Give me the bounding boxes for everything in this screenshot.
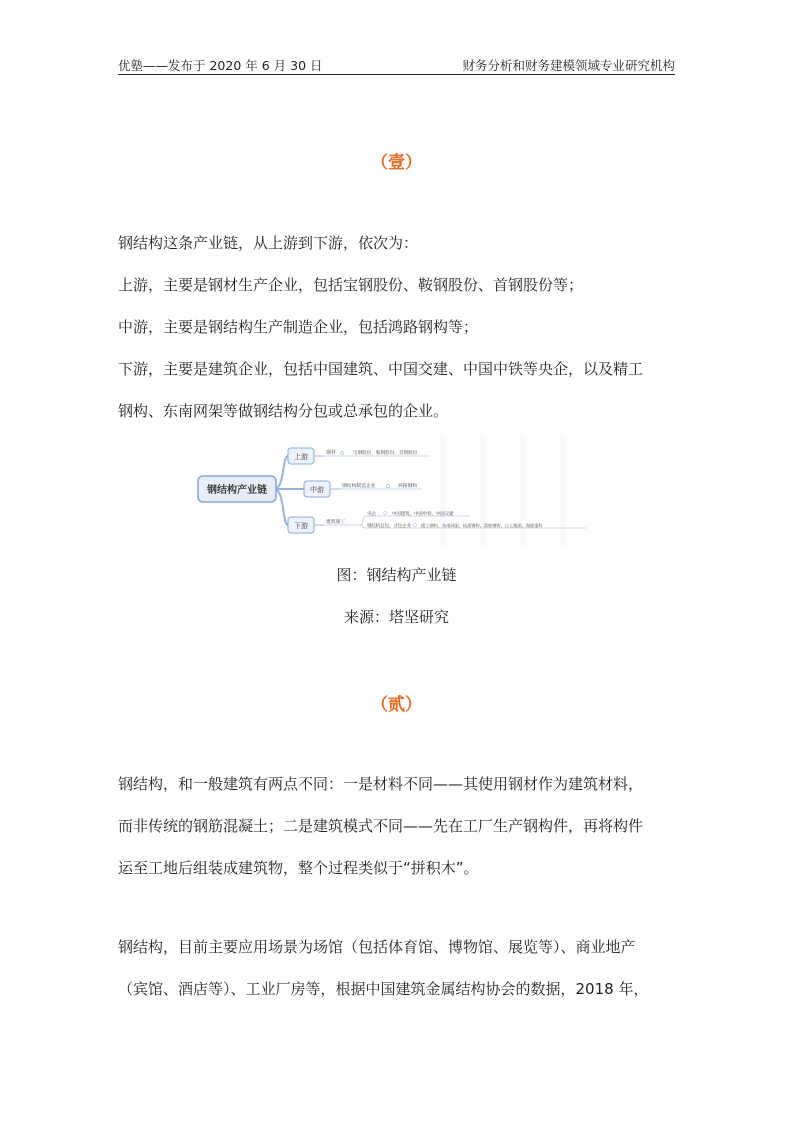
figure-caption: 图：钢结构产业链 [336, 566, 457, 584]
paragraph-line: 钢结构这条产业链，从上游到下游，依次为： [118, 234, 419, 252]
mindmap-downstream-sub2-leaf: 精工钢构、东南网架、杭萧钢构、富煌钢构、日上集团、海波重科 [421, 523, 543, 528]
section1-paragraph [118, 222, 678, 432]
mindmap-downstream-sub1: 央企 [367, 512, 377, 517]
mindmap-upstream-child: 钢材 [326, 450, 337, 456]
mindmap-upstream-leaf: 宝钢股份、鞍钢股份、首钢股份 [353, 451, 418, 456]
paragraph-line: 上游，主要是钢材生产企业，包括宝钢股份、鞍钢股份、首钢股份等； [118, 276, 584, 294]
section-title-1: （壹） [371, 153, 422, 173]
section-title-2: （贰） [371, 695, 422, 715]
paragraph-line: 下游，主要是建筑企业，包括中国建筑、中国交建、中国中铁等央企，以及精工 [118, 360, 644, 378]
paragraph-line: （宾馆、酒店等）、工业厂房等，根据中国建筑金属结构协会的数据，2018 年， [118, 980, 649, 998]
header-org-name: 财务分析和财务建模领域专业研究机构 [462, 58, 675, 73]
mindmap-downstream-sub2: 钢结构总包、分包企业 [367, 524, 411, 529]
mindmap-midstream-child: 钢结构制造企业 [342, 484, 376, 489]
mindmap-downstream-child: 建筑施工 [326, 520, 346, 525]
mindmap-downstream-label: 下游 [294, 522, 308, 530]
header-publish-info: 优塾——发布于 2020 年 6 月 30 日 [118, 58, 323, 73]
mindmap-svg [190, 436, 600, 546]
paragraph-line: 而非传统的钢筋混凝土；二是建筑模式不同——先在工厂生产钢构件，再将构件 [118, 817, 644, 835]
mindmap-midstream-leaf: 鸿路钢构 [398, 484, 418, 489]
paragraph-line: 中游，主要是钢结构生产制造企业，包括鸿路钢构等； [118, 318, 479, 336]
section2-paragraph-1 [118, 763, 678, 889]
page-header [118, 56, 675, 75]
industry-chain-mindmap [190, 436, 600, 546]
mindmap-midstream-label: 中游 [310, 486, 324, 494]
paragraph-line: 运至工地后组装成建筑物，整个过程类似于“拼积木”。 [118, 859, 479, 877]
section2-paragraph-2 [118, 926, 678, 1010]
paragraph-line: 钢构、东南网架等做钢结构分包或总承包的企业。 [118, 402, 449, 420]
figure-source: 来源：塔坚研究 [343, 608, 449, 626]
mindmap-downstream-sub1-leaf: 中国建筑、中国中铁、中国交建 [392, 512, 454, 517]
mindmap-upstream-label: 上游 [294, 453, 308, 461]
paragraph-line: 钢结构，目前主要应用场景为场馆（包括体育馆、博物馆、展览等）、商业地产 [118, 938, 636, 956]
mindmap-root-label: 钢结构产业链 [207, 485, 267, 496]
paragraph-line: 钢结构，和一般建筑有两点不同：一是材料不同——其使用钢材作为建筑材料， [118, 775, 644, 793]
